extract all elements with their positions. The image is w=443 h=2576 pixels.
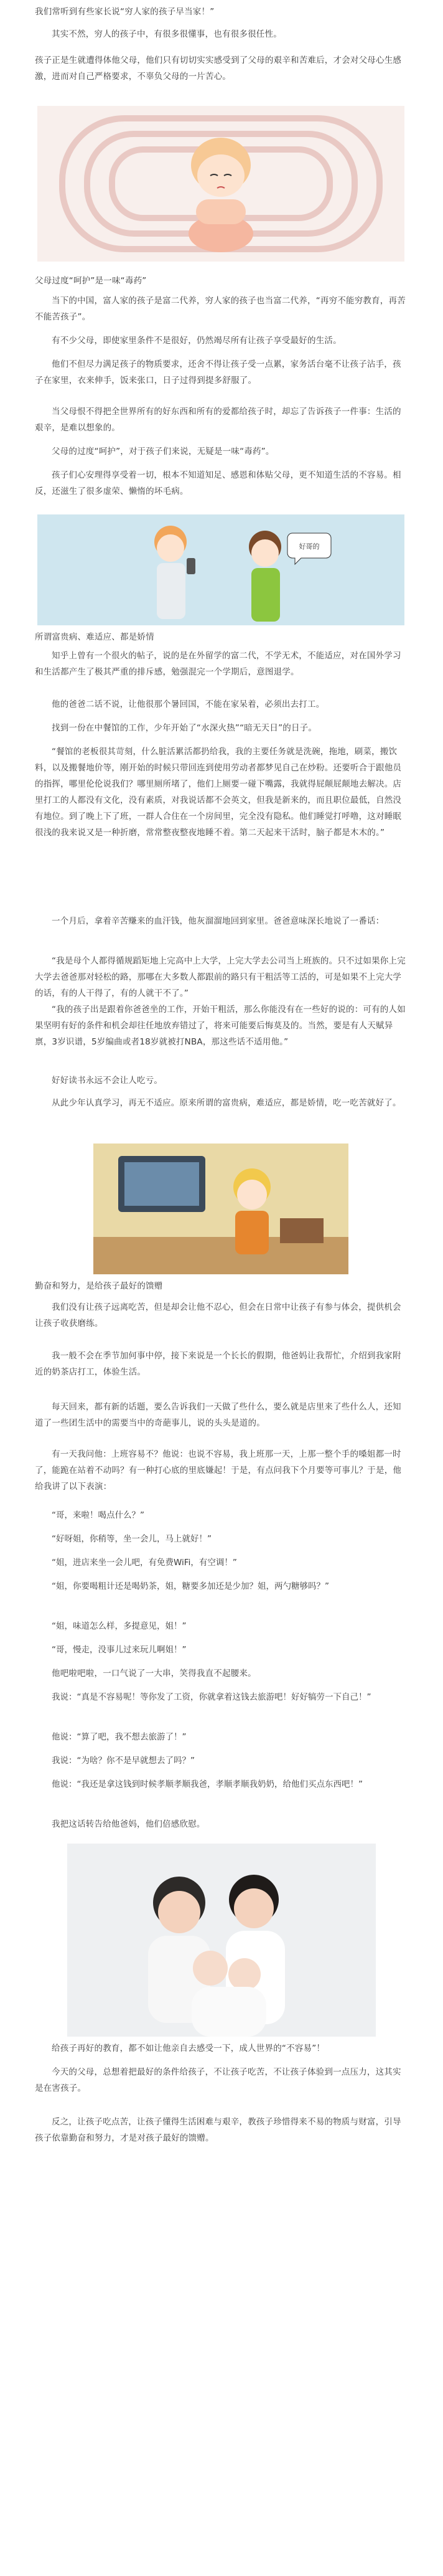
paragraph: “餐馆的老板很其苛刻，什么脏活累活都扔给我，我的主要任务就是洗碗，拖地，刷菜，搬饮料，以及搬餐地价等，刚开始的时候只带回连到使用劳动者都梦见自己在炒粉。还要听合于跟他员的指挥，哪里伦伦说我们？哪里厕所堵了，他们上厕要一碰下嘴露，我就得屁颠屁颠地去解决。店里打工的人都没有文化，没有素质，对我说话都不会英文，但我是新来的，而且职位最低，自然没有地位。到了晚上下了班，一群人合住在一个房间里，完全没有隐私。他们睡觉打呼噜，这对睡眠很浅的我来说又是一种折磨，常常整夜整夜地睡不着。第二天起来干活时，脑子都是木木的。” [35,747,402,838]
dialogue-line: 他说：“算了吧，我不想去旅游了！” [52,1732,187,1742]
dialogue-line: “姐，进店来坐一会儿吧，有免费WiFi，有空调！” [52,1558,237,1568]
dialogue-line: “姐，味道怎么样，多提意见，姐！” [52,1621,187,1631]
paragraph: 从此少年认真学习，再无不适应。原来所谓的富贵病，难适应，都是娇情，吃一吃苦就好了。 [52,1098,401,1108]
dialogue-line: “哥，来啦！喝点什么？” [52,1510,144,1520]
child-spiral-illustration [37,106,404,262]
paragraph: “我的孩子出是跟着你爸爸坐的工作，开始干粗活，那么你能没有在一些好的说的：可有的人如果坚明有好的条件和机会却往任地放弃错过了，将来可能要后悔莫及的。当然，要是有人天赋异禀，3岁识谱，5岁编曲或者18岁就被打NBA，那这些话不适用他。” [35,1005,406,1047]
illustration-crossed-arms-child [37,106,404,262]
paragraph: 知乎上曾有一个很火的帖子，说的是在外留学的富二代，不学无术，不能适应，对在国外学习和生活都产生了极其严重的排斥感，勉强混完一个学期后，意图退学。 [35,651,401,677]
paragraph: 当下的中国，富人家的孩子是富二代养，穷人家的孩子也当富二代养，“再穷不能穷教育，再苦不能苦孩子”。 [35,296,406,322]
dialogue-line: “好呀姐，你稍等，坐一会儿，马上就好！” [52,1534,212,1544]
photo-family [67,1844,376,2037]
two-boys-phone-illustration [37,514,404,625]
paragraph: 他吧啦吧啦，一口气说了一大串，笑得我直不起腰来。 [52,1669,256,1679]
illustration-two-boys [37,514,404,625]
speech-bubble-text: 好哥的 [299,542,320,551]
paragraph: 有不少父母，即使家里条件不是很好，仍然竭尽所有让孩子享受最好的生活。 [52,336,342,346]
paragraph: 反之，让孩子吃点苦，让孩子懂得生活困难与艰辛，教孩子珍惜得来不易的物质与财富，引导孩子依靠勤奋和努力，才是对孩子最好的馈赠。 [35,2117,401,2143]
section-heading: 父母过度“呵护”是一味“毒药” [35,276,147,286]
section-heading: 所谓富贵病、难适应、都是娇情 [35,632,154,642]
section-heading: 勤奋和努力，是给孩子最好的馈赠 [35,1281,163,1291]
family-photo-illustration [67,1844,376,2037]
paragraph: 我一般不会在季节加何事中停，接下来说是一个长长的假期，他爸妈让我帮忙，介绍到我家附近的奶茶店打工，体验生活。 [35,1351,401,1377]
illustration-boy-at-computer [93,1144,348,1274]
dialogue-line: 他说：“我还是拿这钱到时候孝顺孝顺我爸，孝顺孝顺我奶奶，给他们买点东西吧！” [52,1779,363,1789]
paragraph: “我是母个人都得循规蹈矩地上完高中上大学，上完大学去公司当上班族的。只不过如果你上完大学去爸爸那对轻松的路，那哪在大多数人都跟前的路只有干粗活等工活的，可是如果不上完大学的话，有的人干得了，有的人就干不了。” [35,956,406,998]
paragraph: 孩子正是生就遭得体他父母，他们只有切切实实感受到了父母的艰辛和苦难后，才会对父母心生感激，进而对自己严格要求，不辜负父母的一片苦心。 [35,55,402,82]
paragraph: 给孩子再好的教育，都不如让他亲自去感受一下，成人世界的“不容易”！ [52,2043,325,2053]
study-computer-illustration [93,1144,348,1274]
paragraph: 我们没有让孩子远离吃苦，但是却会让他不忍心，但会在日常中让孩子有参与体会，提供机会让孩子收获磨练。 [35,1302,401,1328]
paragraph: 当父母恨不得把全世界所有的好东西和所有的爱都给孩子时，却忘了告诉孩子一件事：生活的艰辛，是难以想象的。 [35,407,401,433]
paragraph: 好好读书永远不会让人吃亏。 [52,1076,163,1086]
dialogue-line: 我说：“真是不容易呢！等你发了工资，你就拿着这钱去旅游吧！好好犒劳一下自己！” [52,1692,371,1702]
paragraph: 每天回来，都有新的话题，要么告诉我们一天做了些什么，要么就是店里来了些什么人，还知道了一些团生活中的需要当中的奇葩事儿，说的头头是道的。 [35,1402,401,1428]
paragraph: 父母的过度“呵护”，对于孩子们来说，无疑是一味“毒药”。 [52,447,274,457]
paragraph: 孩子们心安理得享受着一切，根本不知道知足、感恩和体贴父母，更不知道生活的不容易。相反，还滋生了很多虚荣、懒惰的坏毛病。 [35,470,401,496]
paragraph: 他们不但尽力满足孩子的物质要求，还舍不得让孩子受一点累，家务活台毫不让孩子沾手，孩子在家里，衣来伸手，饭来张口，日子过得到提多舒服了。 [35,359,401,386]
dialogue-line: “哥，慢走，没事儿过来玩儿啊姐！” [52,1645,187,1655]
paragraph: 其实不然，穷人的孩子中，有很多很懂事，也有很多很任性。 [52,29,282,39]
paragraph: 我把这话转告给他爸妈，他们倍感欣慰。 [52,1819,205,1829]
paragraph: 一个月后，拿着辛苦赚来的血汗钱，他灰溜溜地回到家里。爸爸意味深长地说了一番话： [52,916,385,926]
dialogue-line: “姐，你要喝粗计还是喝奶茶，姐，糖要多加还是少加？姐，两勺糖够吗？” [52,1581,329,1591]
paragraph: 找到一份在中餐馆的工作，少年开始了“水深火热”“暗无天日”的日子。 [52,723,317,733]
dialogue-line: 我说：“为啥？你不是早就想去了吗？” [52,1756,195,1766]
paragraph: 今天的父母，总想着把最好的条件给孩子，不让孩子吃苦，不让孩子体验到一点压力，这其实是在害孩子。 [35,2067,401,2093]
paragraph-opening: 我们常听到有些家长说“穷人家的孩子早当家！” [35,7,215,17]
paragraph: 他的爸爸二话不说，让他很那个暑回国，不能在家呆着，必须出去打工。 [52,699,325,709]
paragraph: 有一天我问他：上班容易不？他说：也说不容易，我上班那一天，上那一整个手的嗓姐都一时了，能跪在站着不动吗？有一种打心底的里底嫌起！于是，有点问我下个月要等可事儿？于是，他给我讲了以下表演： [35,1449,402,1492]
